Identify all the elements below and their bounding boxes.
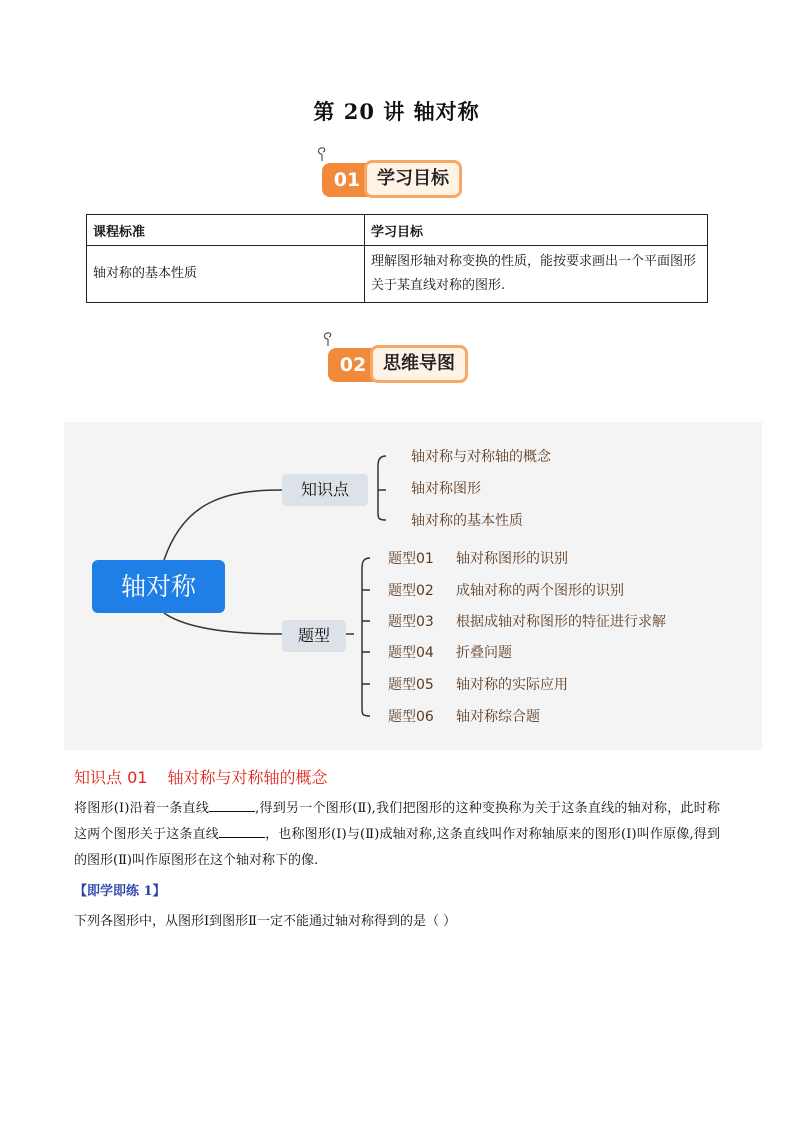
question-type-item bbox=[388, 548, 568, 568]
question-type-tag: 题型01 bbox=[388, 551, 434, 567]
page-title: 第 20 讲 轴对称 bbox=[313, 99, 480, 124]
question-type-item bbox=[388, 642, 512, 662]
paragraph-text: ,得到另一个图形(Ⅱ),我们把图形的这种变换称为关于这条直线的轴对称，此时称这两个图形关于这条直线 bbox=[74, 801, 721, 842]
question-type-text: 根据成轴对称图形的特征进行求解 bbox=[456, 614, 666, 630]
section-badge-mindmap bbox=[328, 344, 478, 382]
question-type-text: 折叠问题 bbox=[456, 645, 512, 661]
question-type-tag: 题型02 bbox=[388, 583, 434, 599]
knowledge-item: 轴对称与对称轴的概念 bbox=[411, 449, 551, 465]
question-type-text: 轴对称综合题 bbox=[456, 709, 540, 725]
question-type-item bbox=[388, 611, 666, 631]
table-header: 学习目标 bbox=[365, 215, 708, 246]
question-type-item bbox=[388, 580, 624, 600]
ring-icon bbox=[322, 332, 334, 346]
question-text: 下列各图形中，从图形Ⅰ到图形Ⅱ一定不能通过轴对称得到的是（ ） bbox=[74, 914, 457, 929]
question-type-text: 成轴对称的两个图形的识别 bbox=[456, 583, 624, 599]
knowledge-point-tag: 知识点 01 bbox=[74, 768, 148, 787]
branch-knowledge: 知识点 bbox=[282, 474, 368, 506]
section-label: 学习目标 bbox=[364, 160, 462, 198]
fill-blank bbox=[219, 823, 265, 838]
question-type-tag: 题型06 bbox=[388, 709, 434, 725]
definition-paragraph bbox=[74, 796, 720, 874]
question-type-item bbox=[388, 674, 568, 694]
table-cell: 轴对称的基本性质 bbox=[87, 246, 365, 303]
mind-map-root: 轴对称 bbox=[92, 560, 225, 613]
question-type-text: 轴对称的实际应用 bbox=[456, 677, 568, 693]
section-label: 思维导图 bbox=[370, 345, 468, 383]
question-type-item bbox=[388, 706, 540, 726]
knowledge-point-heading bbox=[74, 765, 327, 788]
knowledge-point-title: 轴对称与对称轴的概念 bbox=[167, 768, 328, 787]
section-number: 01 bbox=[322, 163, 372, 197]
knowledge-item: 轴对称的基本性质 bbox=[411, 513, 523, 529]
table-header-row bbox=[87, 215, 708, 246]
section-badge-goals bbox=[322, 159, 472, 197]
knowledge-item: 轴对称图形 bbox=[411, 481, 481, 497]
fill-blank bbox=[209, 797, 255, 812]
question-type-tag: 题型03 bbox=[388, 614, 434, 630]
section-number: 02 bbox=[328, 348, 378, 382]
table-row bbox=[87, 246, 708, 303]
paragraph-text: ，也称图形(Ⅰ)与(Ⅱ)成轴对称,这条直线叫作对称轴原来的图形(Ⅰ)叫作原像,得到的图形(Ⅱ)叫作原图形在这个轴对称下的像. bbox=[74, 827, 720, 868]
mind-map bbox=[64, 422, 762, 750]
paragraph-text: 将图形(Ⅰ)沿着一条直线 bbox=[74, 801, 210, 816]
branch-question-types: 题型 bbox=[282, 620, 346, 652]
practice-heading: 【即学即练 1】 bbox=[74, 884, 166, 899]
goal-table bbox=[86, 214, 708, 303]
ring-icon bbox=[316, 147, 328, 161]
table-cell: 理解图形轴对称变换的性质，能按要求画出一个平面图形关于某直线对称的图形. bbox=[365, 246, 708, 303]
question-type-tag: 题型05 bbox=[388, 677, 434, 693]
table-header: 课程标准 bbox=[87, 215, 365, 246]
question-type-tag: 题型04 bbox=[388, 645, 434, 661]
question-type-text: 轴对称图形的识别 bbox=[456, 551, 568, 567]
